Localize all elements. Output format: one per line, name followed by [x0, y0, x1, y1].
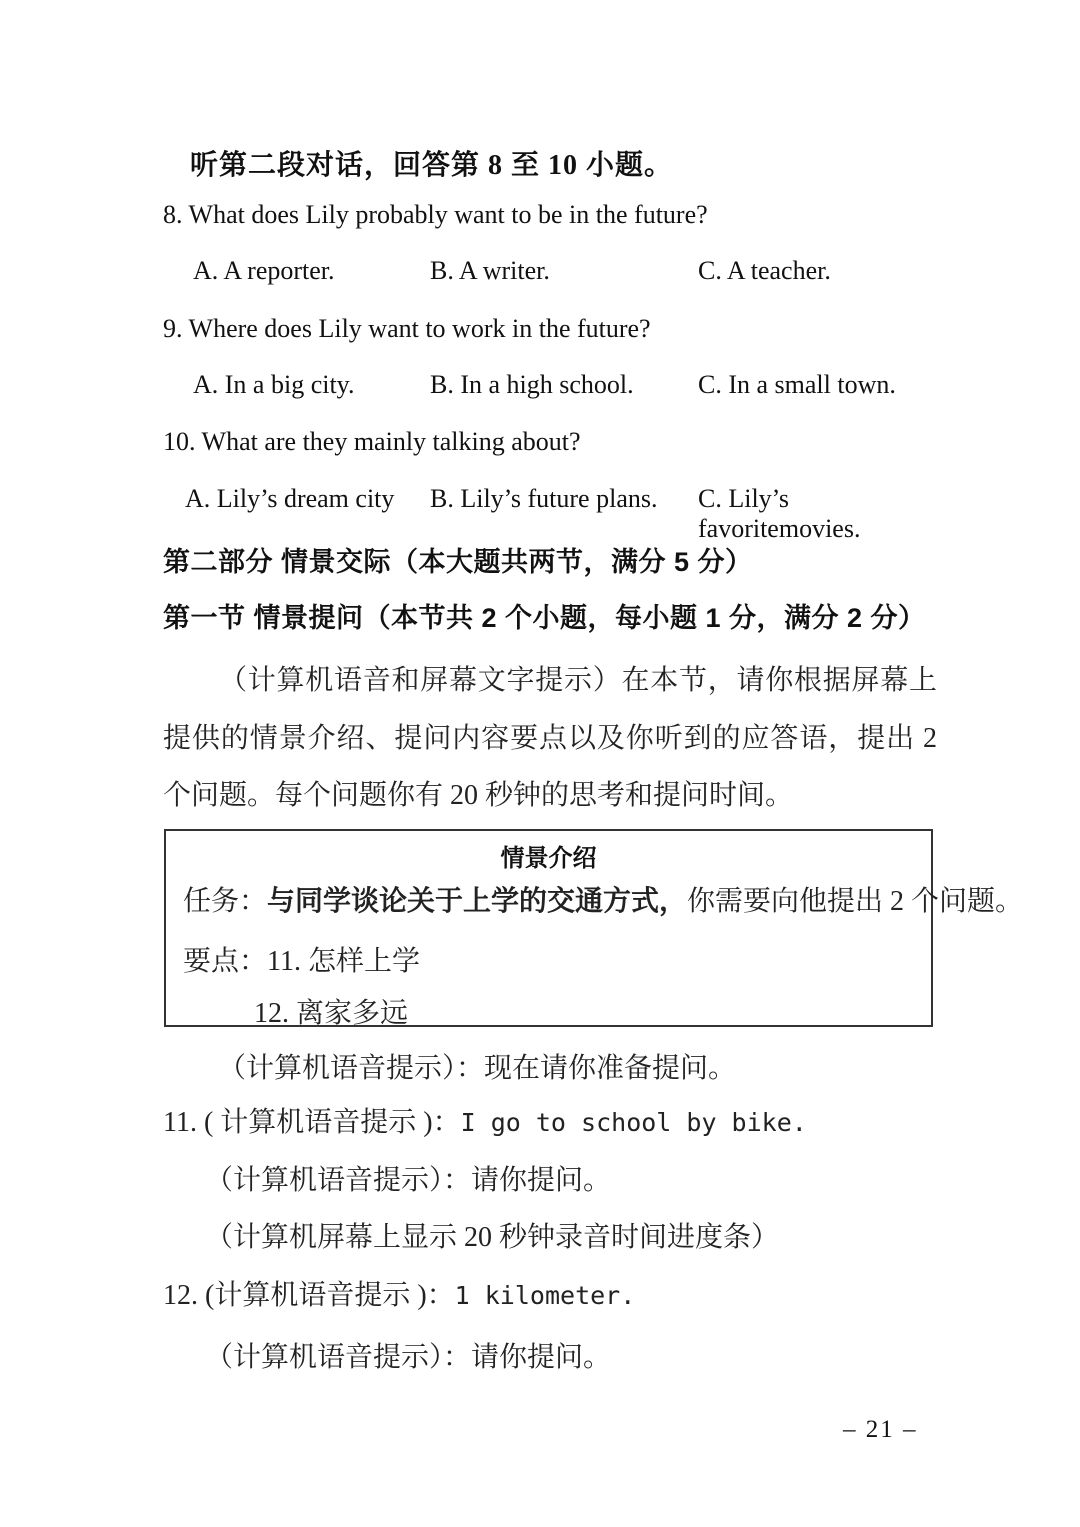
question-8-option-b: B. A writer. — [430, 256, 550, 285]
prompt-q11-answer: I go to school by bike. — [460, 1108, 807, 1137]
prompt-q12-ask: （计算机语音提示）：请你提问。 — [205, 1342, 612, 1373]
part2-section1-heading: 第一节 情景提问（本节共 2 个小题，每小题 1 分，满分 2 分） — [163, 603, 926, 633]
scenario-task-rest: 你需要向他提出 2 个问题。 — [687, 886, 1024, 917]
part2-instructions: （计算机语音和屏幕文字提示）在本节，请你根据屏幕上提供的情景介绍、提问内容要点以及你听到的应答语，提出 2 个问题。每个问题你有 20 秒钟的思考和提问时间。 — [163, 665, 937, 811]
question-8-option-c: C. A teacher. — [698, 256, 831, 285]
prompt-q11 — [163, 1100, 807, 1140]
question-8-option-a: A. A reporter. — [193, 256, 335, 285]
prompt-q11-prefix: 11. ( 计算机语音提示 )： — [163, 1107, 461, 1138]
scenario-task-label: 任务： — [183, 886, 268, 917]
prompt-prepare: （计算机语音提示）：现在请你准备提问。 — [218, 1053, 737, 1084]
prompt-q12-answer: 1 kilometer. — [454, 1281, 636, 1310]
question-8-text: 8. What does Lily probably want to be in the future? — [163, 200, 708, 229]
prompt-q12 — [163, 1273, 635, 1313]
scenario-task-line — [183, 879, 1023, 919]
listening-section-intro: 听第二段对话，回答第 8 至 10 小题。 — [190, 150, 674, 181]
scenario-task-bold: 与同学谈论关于上学的交通方式， — [267, 885, 688, 916]
part2-heading: 第二部分 情景交际（本大题共两节，满分 5 分） — [163, 547, 753, 577]
question-9-text: 9. Where does Lily want to work in the future? — [163, 314, 651, 343]
scenario-points-line-1: 要点：11. 怎样上学 — [183, 946, 420, 977]
question-10-option-b: B. Lily’s future plans. — [430, 484, 658, 513]
prompt-q11-progress: （计算机屏幕上显示 20 秒钟录音时间进度条） — [205, 1222, 780, 1253]
page-number: – 21 – — [843, 1416, 918, 1443]
scenario-box-title: 情景介绍 — [500, 845, 597, 872]
prompt-q11-ask: （计算机语音提示）：请你提问。 — [205, 1165, 612, 1196]
question-9-options — [163, 370, 953, 410]
prompt-q12-prefix: 12. (计算机语音提示 )： — [163, 1280, 455, 1311]
question-10-text: 10. What are they mainly talking about? — [163, 427, 581, 456]
question-9-option-c: C. In a small town. — [698, 370, 896, 399]
question-9-option-b: B. In a high school. — [430, 370, 634, 399]
question-10-options — [163, 484, 953, 543]
question-10-option-a: A. Lily’s dream city — [185, 484, 395, 513]
question-10-option-c: C. Lily’s favoritemovies. — [698, 484, 861, 543]
scenario-points-line-2: 12. 离家多远 — [254, 998, 409, 1029]
question-9-option-a: A. In a big city. — [193, 370, 355, 399]
scenario-intro-box — [164, 829, 1024, 1029]
question-8-options — [163, 256, 953, 296]
